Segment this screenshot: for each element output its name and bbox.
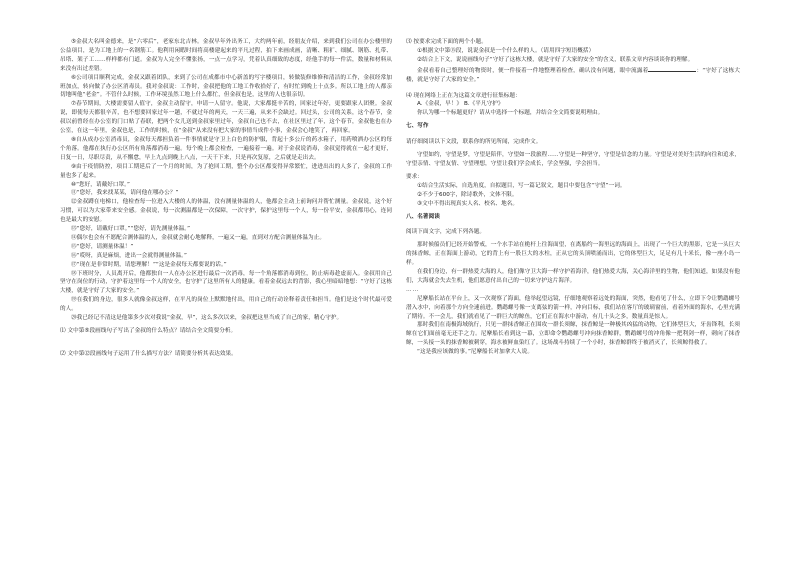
paragraph: ⑲在我们的身边，很多人就像金叔这样，在平凡的岗位上默默地付出，用自己的行动诠释着责任和担当。他们是这个时代最可爱的人。	[60, 297, 392, 313]
right-column	[406, 38, 740, 357]
reading-paragraph: “这是我应该做的事。”尼摩船长对加拿大人说。	[417, 349, 533, 356]
reading-paragraph: 在我们身边，有一群热爱大海的人，他们像守卫大海一样守护着海洋，他们热爱大海，关心海洋里的生物，他们知道，如果没有他们，大海就会失去生机，他们愿意付出自己的一切来守护这片海洋。	[406, 269, 740, 284]
paragraph: ⑪“您好，我来找某某，请问他在哪办公？”	[71, 190, 179, 197]
answer-blank[interactable]	[648, 65, 696, 72]
section-heading-writing: 七、写作	[406, 123, 429, 130]
paragraph: ⑩“您好，请戴好口罩。”	[71, 181, 130, 188]
paragraph: ⑮“您好，请测量体温！”	[71, 243, 134, 250]
option: A.《金叔，早！》 B.《平凡守护》	[417, 101, 504, 108]
paragraph: ⑰“现在是非常时期，请您理解！”“这是金叔每天都要说的话。”	[71, 261, 227, 268]
reading-paragraph: 尼摩船长站在平台上，又一次观察了海面，他举起望远镜，仔细地观察着远处的海面，突然，他看见了什么，立即下令让鹦鹉螺号潜入水中，向着那个方向全速前进。鹦鹉螺号像一支离弦的箭一样，冲向目标，我们站在客厅的玻璃窗前，看着外面的海水，心里充满了期待。不一会儿，我们就看见了一群巨大的鲸鱼，它们正在海水中游动，有几十头之多，数量真是惊人。	[406, 295, 740, 320]
paragraph: ⑤金叔大名叫金德来，是“六零后”，老家东北吉林。金叔早年外出务工，大约两年前，经朋友介绍，来到我们公司在办公楼里的公益项目，是为工地上的一名钢筋工。他利用闲暇时间将高楼建起来的平凡过程，拍下来画成画，清晰、粗犷、细腻、钢筋、扎带、吊塔、架子工……样样都有门道。金叔为人完全不懂张扬，一点一点学习，凭着认真细致的态度，经他手的每一件活，数量和材料从来没有出过差错。	[60, 39, 392, 72]
paragraph: ⑫金叔蹲在电梯口，他检查每一位进入大楼的人的体温，没有测量体温的人，他都会主动上前询问并帮忙测量。金叔说，这个好习惯，可以为大家带来安全感。金叔说，每一次测温都是一次保障，一次守护，保护这里每一个人，每一份平安，金叔都用心，连同也是最大的安慰。	[60, 199, 392, 224]
writing-prompt: 请仔细阅读以下文段，联系你的所见所闻，完成作文。	[406, 139, 542, 146]
ellipsis: ……	[406, 286, 420, 293]
paragraph: ⑧自从成办公室消毒员，金叔每天都担负着一件事情就是守卫上白色的防护服，背起十多公斤的药水箱子，用药喷洒办公区的每个角落。他都在执行办公区所有角落都消毒一遍。每个晚上都会检查，一遍接着一遍。对于金叔说消毒，金叔觉得就在一起才更好，日复一日，尽职尽责，从不懈怠，早上九点到晚上八点，一天干下来，只是再次复原，之后就是走出去。	[60, 136, 392, 161]
question: ⑶ 按要求完成下面的两个小题。	[406, 39, 487, 45]
paragraph: ⑥公司项目顺利完成，金叔又跟着团队，来到了公司在成都市中心新盖的写字楼项目，转做装修维修和清洁的工作，金叔经常加班加点，转向做了办公区消毒员。我对金叔说：工作时，金叔把他的工地工作收拾好了，有时忙到晚上十点多。所以工地上的人都亲切地叫他“老金”。不管什么时候，工作环境虽然工地上什么都忙，但金叔也是，这里的人也很亲切。	[60, 74, 392, 99]
paragraph: ⑱下班时分，人员离开后，他都独自一人在办公区进行最后一次消毒，每一个角落都消毒到位，防止病毒趁虚而入。金叔用自己坚守在岗位的行动，守护着这里每一个人的安全，也守护了这里所有人的健康。看着金叔远去的背影，我心里暗暗地想：“守好了这栋大楼，就是守好了大家的安全。”	[60, 270, 392, 295]
reading-paragraph: 那时我们在南极海域航行，只见一群抹香鲸正在围攻一群长须鲸，抹香鲸是一种极其凶猛的动物，它们体型巨大，牙齿锋利，长须鲸在它们面前毫无还手之力。尼摩船长看到这一幕，立即命令鹦鹉螺号冲向抹香鲸群，鹦鹉螺号的冲角像一把利剑一样，刺向了抹香鲸，一头接一头的抹香鲸被刺穿，海水被鲜血染红了。这场战斗持续了一个小时，抹香鲸群终于被消灭了，长须鲸得救了。	[406, 322, 740, 347]
writing-requirements-title: 要求：	[406, 173, 423, 180]
paragraph: ⑳我已经记不清这是他第多少次对我说“金叔，早”，这么多次以来，金叔把这里当成了自己的家，精心守护。	[71, 315, 343, 322]
question-item	[406, 65, 740, 85]
left-column	[60, 38, 392, 359]
paragraph: ⑬“您好，请戴好口罩。”“您好，请先测量体温。”	[71, 226, 191, 233]
paragraph: ⑭偶尔也会有不愿配合测体温的人，金叔就会耐心地解释，一遍又一遍，直到对方配合测量体温为止。	[71, 234, 325, 241]
writing-text: 守望如约，守望是梦，守望是陪伴，守望如一段旅程……守望是一种坚守，守望是信念的力量。守望是对美好生活的向往和追求，守望亲情、守望友情、守望理想，守望让我们学会成长，学会坚强，学会担当。	[406, 152, 740, 167]
question-item: ①根据文中第⑮段，说说金叔是一个什么样的人。（请用四字短语概括）	[417, 47, 595, 54]
paragraph: ⑦春节期间，大楼需要留人值守，金叔主动留守，申请一人留守。他说，大家都挺辛苦的，回家过年好，更要跟家人团聚。金叔说，即使每天都很辛苦，也不想要回家过年一趟，不就过年的两天，一天三遍，从来不会缺过。回过头，公司的关系，这个春节，金叔以前曾经在办公室的门口贴了春联，把两个女儿送到金叔家里过年，金叔自己也不去，在社区里过了年，这个春节，金叔他也在办公室，在这一年里，金叔也是，工作的时候，在“金叔”从来没有把大家的事情当成件小事，金叔会心地笑了，再回家。	[60, 101, 392, 135]
writing-requirement: ①结合生活实际，自选角度，自拟题目，写一篇记叙文，题目中要包含“守望”一词。	[417, 182, 626, 189]
section-heading-reading: 八、名著阅读	[406, 213, 440, 220]
question: ⑴ 文中第⑤段画线句子写出了金叔的什么特点？请结合全文简要分析。	[60, 328, 237, 334]
question-text: ：“守好了这栋大楼，就是守好了大家的安全。”	[406, 67, 740, 83]
writing-requirement: ②不少于600字，除诗歌外，文体不限。	[417, 191, 518, 198]
question-item: ②结合上下文，说说画线句子“守好了这栋大楼，就是守好了大家的安全”的含义，联系文章内容谈谈你的理解。	[417, 56, 694, 63]
question-text: 金叔看着自己整理好的物资时，便一件接着一件地整理着检查，确认没有问题，眼中流露着	[417, 67, 649, 74]
paragraph: ⑯“哎呀，真是麻烦，进出一会就得测量体温。”	[71, 252, 187, 259]
question: ⑷ 现在网络上正在为这篇文章进行征集标题：	[406, 92, 521, 99]
option: 你认为哪一个标题更好？请从中选择一个标题，并结合全文简要说明理由。	[417, 110, 604, 117]
paragraph: ⑨由于疫情防控，项目工期延后了一个月的时间，为了抢回工期，整个办公区都变得异常繁忙，进进出出的人多了，金叔的工作量也多了起来。	[60, 163, 392, 179]
reading-paragraph: 那时候船员们已经开始警戒，一个水手站在桅杆上往海面望，在离船约一海里远的海面上，出现了一个巨大的黑影，它是一头巨大的抹香鲸，正在海面上游动，它的背上有一股巨大的水柱，正从它的头顶喷涌而出，它的体型巨大，足足有几十米长，像一座小岛一样。	[406, 242, 740, 267]
writing-requirement: ③文中不得出现真实人名、校名、地名。	[417, 200, 519, 207]
reading-prompt: 阅读下面文字，完成下列各题。	[406, 229, 486, 236]
question: ⑵ 文中第⑫段画线句子运用了什么描写方法？请简要分析其表达效果。	[60, 350, 237, 357]
